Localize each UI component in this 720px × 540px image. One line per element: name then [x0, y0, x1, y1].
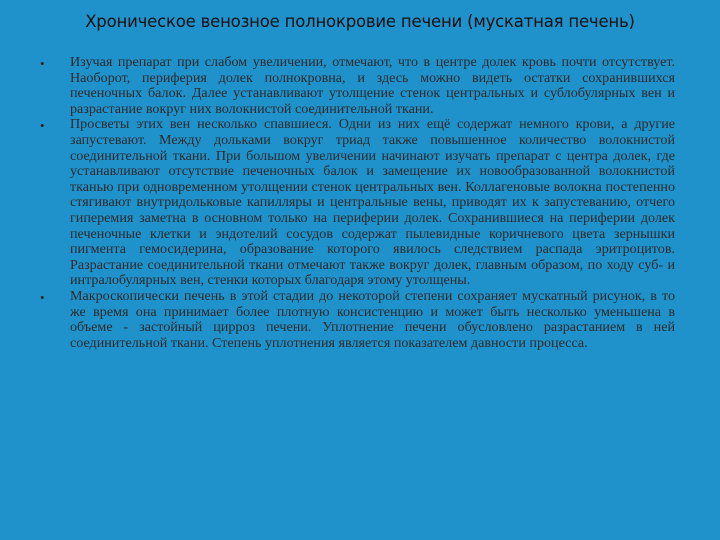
bullet-item-3 — [40, 289, 675, 351]
bullet-item-2 — [40, 117, 675, 289]
bullet-list — [40, 55, 675, 351]
bullet-text: Просветы этих вен несколько спавшиеся. Одни из них ещё содержат немного крови, а другие запустевают. Между дольками вокруг триад также повышенное количество волокнистой соединительной ткани. При большом увеличении начинают изучать препарат с центра долек, где устанавливают отсутствие печеночных балок и замещение их новообразованной волокнистой тканью при одновременном утолщении стенок центральных вен. Коллагеновые волокна постепенно стягивают внутридольковые капилляры и центральные вены, приводят их к запустеванию, отчего гиперемия заметна в основном только на периферии долек. Сохранившиеся на периферии долек печеночные клетки и эндотелий сосудов содержат пылевидные коричневого цвета зернышки пигмента гемосидерина, образование которого явилось следствием распада эритроцитов. Разрастание соединительной ткани отмечают также вокруг долек, главным образом, по ходу суб- и интралобулярных вен, стенки которых благодаря этому утолщены. — [70, 116, 675, 289]
slide-title: Хроническое венозное полнокровие печени (мускатная печень) — [85, 12, 635, 31]
bullet-marker: • — [40, 118, 45, 134]
bullet-marker: • — [40, 56, 45, 71]
bullet-item-1 — [40, 55, 675, 117]
bullet-marker: • — [40, 289, 45, 305]
bullet-text: Макроскопически печень в этой стадии до некоторой степени сохраняет мускатный рисунок, в то же время она принимает более плотную консистенцию и может быть несколько уменьшена в объеме - застойный цирроз печени. Уплотнение печени обусловлено разрастанием в ней соединительной ткани. Степень уплотнения является показателем давности процесса. — [70, 287, 675, 351]
bullet-text: Изучая препарат при слабом увеличении, отмечают, что в центре долек кровь почти отсутствует. Наоборот, периферия долек полнокровна, и здесь можно видеть остатки сохранившихся печеночных балок. Далее устанавливают утолщение стенок центральных и сублобулярных вен и разрастание вокруг них волокнистой соединительной ткани. — [70, 54, 675, 117]
